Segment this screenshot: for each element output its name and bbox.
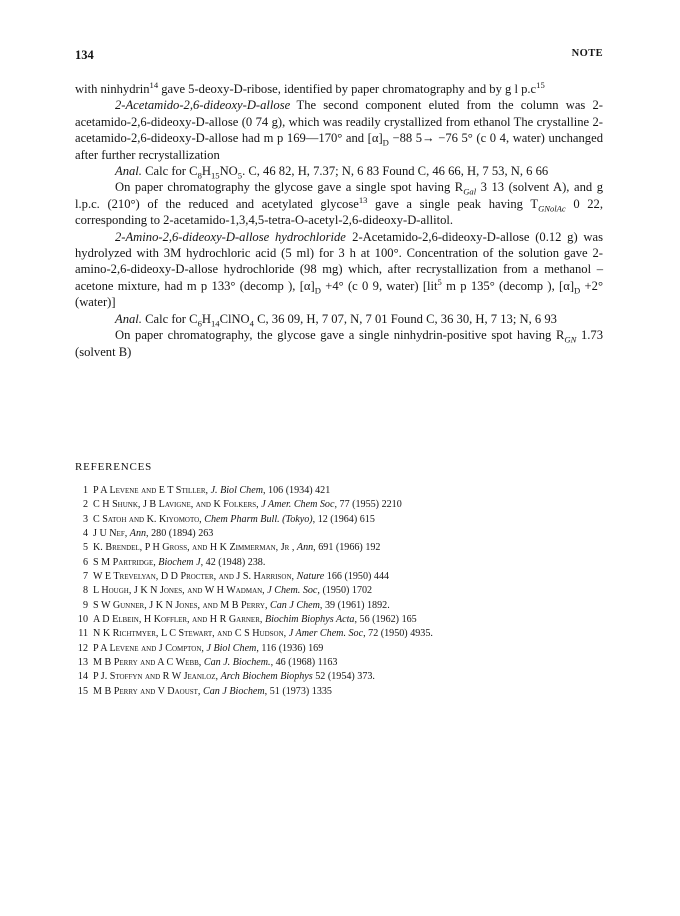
reference-authors: P J. Stoffyn and R W Jeanloz, xyxy=(93,671,219,683)
reference-number: 5 xyxy=(82,542,88,554)
reference-journal: Arch Biochem Biophys xyxy=(220,671,313,683)
reference-citation: 166 (1950) 444 xyxy=(324,571,390,583)
reference-journal: Ann xyxy=(129,528,147,540)
reference-item xyxy=(75,556,603,570)
reference-number: 11 xyxy=(78,628,88,640)
reference-journal: Can J Chem xyxy=(270,599,320,611)
reference-authors: M B Perry and A C Webb, xyxy=(93,657,202,669)
reference-journal: Can J Biochem xyxy=(203,685,265,697)
reference-authors: P A Levene and E T Stiller, xyxy=(93,485,209,496)
reference-citation: , 56 (1962) 165 xyxy=(354,614,417,626)
paragraph-chromatography: On paper chromatography the glycose gave a single spot having $R_{Gal}$ 3 13 (solvent A), and g l.p.c. (210°) of the reduced and acetylated glycose$^{13}$ gave a single peak having $T_{GNolAc}$ 0 22, corresponding to 2-acetamido-1,3,4,5-tetra-O-acetyl-2,6-dideoxy-D-allitol. xyxy=(75,180,604,228)
reference-journal: J Amer Chem. Soc xyxy=(288,628,364,640)
reference-authors: L Hough, J K N Jones, and W H Wadman, xyxy=(93,585,265,597)
compound-heading: 2-Acetamido-2,6-dideoxy-D-allose xyxy=(115,98,291,113)
reference-authors: J U Nef, xyxy=(93,528,128,540)
reference-item xyxy=(75,656,603,670)
paragraph-ninhydrin-spot: On paper chromatography, the glycose gave a single ninhydrin-positive spot having $R_{GN}$ 1.73 (solvent B) xyxy=(75,328,603,359)
reference-journal: Nature xyxy=(296,571,325,583)
reference-citation: , 39 (1961) 1892. xyxy=(319,599,390,611)
reference-number: 12 xyxy=(77,642,88,654)
reference-authors: C H Shunk, J B Lavigne, and K Folkers, xyxy=(93,499,259,511)
reference-authors: W E Trevelyan, D D Procter, and J S. Harrison, xyxy=(93,571,295,583)
article-body xyxy=(75,81,603,360)
reference-authors: S M Partridge, xyxy=(93,556,156,568)
reference-authors: P A Levene and J Compton, xyxy=(93,642,204,654)
analysis-line-2: Anal. Calc for $C_6H_{14}ClNO_4$ C, 36 09, H, 7 07, N, 7 01 Found C, 36 30, H, 7 13; N, 6 93 xyxy=(115,311,557,329)
reference-authors: A D Elbein, H Koffler, and H R Garner, xyxy=(93,614,263,626)
reference-journal: J. Biol Chem xyxy=(210,485,263,496)
reference-item xyxy=(75,685,603,699)
reference-journal: Can J. Biochem. xyxy=(203,657,271,669)
reference-number: 13 xyxy=(77,657,88,669)
reference-authors: C Satoh and K. Kiyomoto, xyxy=(93,513,202,525)
reference-journal: J Chem. Soc xyxy=(267,585,318,597)
section-label: NOTE xyxy=(571,48,603,59)
reference-item xyxy=(75,541,603,555)
reference-number: 15 xyxy=(77,685,88,697)
reference-item xyxy=(75,670,603,684)
reference-item xyxy=(75,642,603,656)
reference-journal: Biochem J xyxy=(158,556,201,568)
reference-item xyxy=(75,527,603,541)
reference-number: 1 xyxy=(82,485,88,496)
compound-heading: 2-Amino-2,6-dideoxy-D-allose hydrochloride xyxy=(115,229,346,244)
reference-number: 6 xyxy=(82,556,88,568)
reference-citation: , 77 (1955) 2210 xyxy=(334,499,402,511)
reference-number: 7 xyxy=(82,571,88,583)
reference-number: 10 xyxy=(77,614,88,626)
reference-number: 2 xyxy=(82,499,88,511)
references-heading: REFERENCES xyxy=(75,461,153,473)
reference-journal: J Biol Chem xyxy=(206,642,257,654)
reference-list xyxy=(75,484,603,699)
reference-item xyxy=(75,570,603,584)
paragraph-acetamido-allose: 2-Acetamido-2,6-dideoxy-D-allose The second component eluted from the column was 2-acetamido-2,6-dideoxy-D-allose (0 74 g), which was readily crystallized from ethanol The crystalline 2-acetamido-2,6-dideoxy-D-allose had m p 169—170° and $[\alpha]_D -88$ 5→ −76 5° (c 0 4, water) unchanged after further recrystallization xyxy=(75,98,603,162)
reference-citation: , 106 (1934) 421 xyxy=(262,485,331,496)
reference-citation: , 116 (1936) 169 xyxy=(256,642,324,654)
reference-journal: Chem Pharm Bull. (Tokyo) xyxy=(204,513,313,525)
reference-citation: , 72 (1950) 4935. xyxy=(363,628,433,640)
paragraph-continuation: with ninhydrin$^{14}$ gave 5-deoxy-D-ribose, identified by paper chromatography and by g l $p.c^{15}$ xyxy=(75,79,545,96)
reference-citation: , (1950) 1702 xyxy=(317,585,373,597)
reference-number: 8 xyxy=(82,585,88,597)
reference-item xyxy=(75,584,603,598)
reference-citation: , 42 (1948) 238. xyxy=(200,556,266,568)
reference-item xyxy=(75,484,603,498)
reference-item xyxy=(75,498,603,512)
reference-authors: M B Perry and V Daoust, xyxy=(93,685,201,697)
reference-item xyxy=(75,613,603,627)
reference-item xyxy=(75,513,603,527)
reference-item xyxy=(75,627,603,641)
reference-authors: K. Brendel, P H Gross, and H K Zimmerman, Jr , xyxy=(93,542,295,554)
reference-journal: Biochim Biophys Acta xyxy=(264,614,355,626)
running-header xyxy=(75,48,603,64)
page-number: 134 xyxy=(75,48,94,62)
reference-authors: N K Richtmyer, L C Stewart, and C S Hudson, xyxy=(93,628,287,640)
paragraph-amino-allose: 2-Amino-2,6-dideoxy-D-allose hydrochloride 2-Acetamido-2,6-dideoxy-D-allose (0.12 g) was hydrolyzed with 3M hydrochloric acid (5 ml) for 3 h at 100°. Concentration of the solution gave 2-amino-2,6-dideoxy-D-allose hydrochloride (98 mg) which, after recrystallization from a methanol –acetone mixture, had m p 133° (decomp ), $[\alpha]_D +4^\circ$ (c 0 9, water) [lit$^5$ m p 135° (decomp ), $[\alpha]_D +2^\circ$ (water)] xyxy=(75,229,603,310)
reference-citation: 52 (1954) 373. xyxy=(312,671,375,683)
reference-journal: J Amer. Chem Soc xyxy=(261,499,335,511)
reference-citation: , 51 (1973) 1335 xyxy=(264,685,332,697)
reference-item xyxy=(75,599,603,613)
reference-citation: , 691 (1966) 192 xyxy=(313,542,381,554)
reference-citation: , 46 (1968) 1163 xyxy=(270,657,338,669)
reference-number: 9 xyxy=(82,599,88,611)
reference-number: 14 xyxy=(77,671,88,683)
reference-citation: , 280 (1894) 263 xyxy=(146,528,214,540)
reference-number: 4 xyxy=(82,528,88,540)
reference-number: 3 xyxy=(82,513,88,525)
analysis-line-1: Anal. Calc for $C_8H_{15}NO_5$. C, 46 82, H, 7.37; N, 6 83 Found C, 46 66, H, 7 53, N, 6 66 xyxy=(115,164,549,181)
reference-journal: Ann xyxy=(296,542,314,554)
reference-authors: S W Gunner, J K N Jones, and M B Perry, xyxy=(93,599,268,611)
reference-citation: , 12 (1964) 615 xyxy=(312,513,375,525)
